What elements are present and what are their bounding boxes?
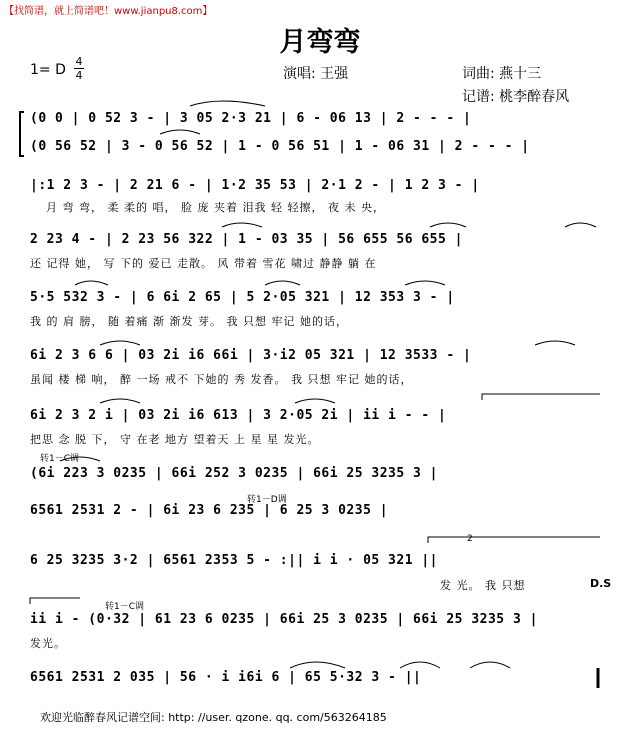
system-bracket <box>20 112 24 156</box>
slur-mark <box>75 281 108 285</box>
modulation-label-c-2: 转1－C调 <box>105 602 145 612</box>
modulation-label-d: 转1－D调 <box>247 495 287 505</box>
transcriber: 记谱: 桃李醉春风 <box>462 89 570 105</box>
notation-row-8: (6i 223 3 0235 | 66i 252 3 0235 | 66i 25 3235 3 | <box>30 466 439 481</box>
lyrics-row-7: 把思 念 脱 下， 守 在老 地方 望着天 上 星 星 发光。 <box>30 433 320 446</box>
slur-mark <box>190 101 265 106</box>
notation-row-3: |:1 2 3 - | 2 21 6 - | 1·2 35 53 | 2·1 2 - | 1 2 3 - | <box>30 178 480 193</box>
lyrics-row-4: 还 记得 她， 写 下的 爱已 走散。 风 带着 雪花 啸过 静静 躺 在 <box>30 257 377 270</box>
lyrics-row-10: 发 光。 我 只想 <box>440 579 526 592</box>
time-signature-bottom: 4 <box>75 69 83 82</box>
slur-mark <box>405 281 445 285</box>
composer: 词曲: 燕十三 <box>462 66 542 82</box>
notation-row-11: ii i - (0·32 | 61 23 6 0235 | 66i 25 3 0235 | 66i 25 3235 3 | <box>30 612 538 627</box>
slur-mark <box>160 130 200 134</box>
notation-row-9: 6561 2531 2 - | 6i 23 6 235 | 6 25 3 0235 | <box>30 503 389 518</box>
key-signature: 1= D <box>30 62 66 78</box>
lyrics-row-11: 发光。 <box>30 637 66 650</box>
notation-row-1: (0 0 | 0 52 3 - | 3 05 2·3 21 | 6 - 06 13 | 2 - - - | <box>30 111 472 126</box>
ds-marking: D.S <box>590 577 612 590</box>
slur-mark <box>290 662 345 668</box>
slur-mark <box>100 341 140 345</box>
slur-mark <box>222 223 262 227</box>
slur-mark <box>265 281 300 285</box>
slur-mark <box>400 662 440 668</box>
site-banner: 【找简谱，就上简谱吧！www.jianpu8.com】 <box>4 6 213 17</box>
notation-row-6: 6i 2 3 6 6 | 03 2i i6 66i | 3·i2 05 321 | 12 3533 - | <box>30 348 472 363</box>
volta-bracket <box>30 598 80 604</box>
notation-row-5: 5·5 532 3 - | 6 6i 2 65 | 5 2·05 321 | 12 353 3 - | <box>30 290 455 305</box>
lyrics-row-5: 我 的 肩 膀， 随 着痛 渐 渐发 芽。 我 只想 牢记 她的话， <box>30 315 348 328</box>
volta-2-bracket <box>428 537 600 543</box>
notation-row-12: 6561 2531 2 035 | 56 · i i6i 6 | 65 5·32 3 - || <box>30 670 422 685</box>
slur-mark <box>470 662 510 668</box>
notation-row-7: 6i 2 3 2 i | 03 2i i6 613 | 3 2·05 2i | ii i - - | <box>30 408 447 423</box>
notation-row-10: 6 25 3235 3·2 | 6561 2353 5 - :|| i i · 05 321 || <box>30 553 439 568</box>
footer-note: 欢迎光临醉春风记谱空间: http: //user. qzone. qq. com/563264185 <box>40 711 387 724</box>
time-signature-top: 4 <box>75 55 83 68</box>
modulation-label-c: 转1－C调 <box>40 454 80 464</box>
lyrics-row-3: 月 弯 弯， 柔 柔的 唱， 脸 庞 夹着 泪我 轻 轻擦， 夜 未 央， <box>46 201 385 214</box>
slur-mark <box>100 399 140 403</box>
slur-mark <box>535 341 575 345</box>
slur-mark <box>565 223 596 227</box>
performer: 演唱: 王强 <box>283 66 349 82</box>
song-title: 月弯弯 <box>279 27 361 58</box>
notation-row-2: (0 56 52 | 3 - 0 56 52 | 1 - 0 56 51 | 1 - 06 31 | 2 - - - | <box>30 139 530 154</box>
volta-1-bracket <box>482 394 600 400</box>
slur-mark <box>430 223 466 227</box>
lyrics-row-6: 虽闻 楼 梯 响， 醉 一场 戒不 下她的 秀 发香。 我 只想 牢记 她的话， <box>30 373 413 386</box>
volta-2-label: 2 <box>467 534 473 544</box>
slur-mark <box>295 399 335 403</box>
slur-mark <box>60 457 100 461</box>
notation-row-4: 2 23 4 - | 2 23 56 322 | 1 - 03 35 | 56 655 56 655 | <box>30 232 463 247</box>
